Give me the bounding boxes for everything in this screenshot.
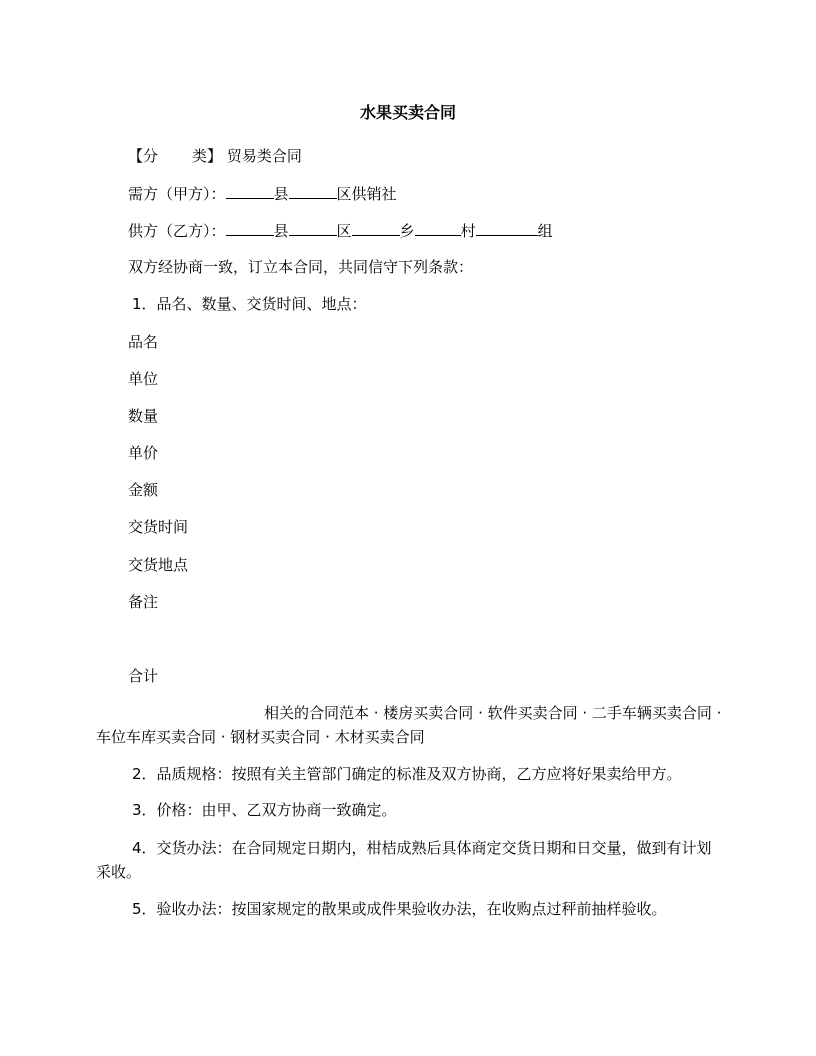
seller-group-text: 组 [537,222,553,240]
seller-group-blank [476,220,538,236]
seller-line [128,220,553,241]
category-label-left: 【分 [128,147,159,165]
field-unit: 单位 [128,370,159,388]
field-item-name: 品名 [128,333,159,351]
buyer-county-blank [226,183,274,199]
field-delivery-place: 交货地点 [128,556,189,574]
seller-label: 供方（乙方）： [128,222,226,240]
category-label-right: 类】 [192,147,223,165]
seller-village-text: 村 [460,222,476,240]
total-label: 合计 [128,667,159,685]
related-contracts: 相关的合同范本 · 楼房买卖合同 · 软件买卖合同 · 二手车辆买卖合同 · 车位车库买卖合同 · 钢材买卖合同 · 木材买卖合同 [96,704,722,746]
seller-township-text: 乡 [399,222,415,240]
clause-2: 2．品质规格：按照有关主管部门确定的标准及双方协商，乙方应将好果卖给甲方。 [132,765,682,783]
field-delivery-time: 交货时间 [128,518,189,536]
buyer-district-blank [289,183,337,199]
clause-5: 5．验收办法：按国家规定的散果或成件果验收办法，在收购点过秤前抽样验收。 [132,900,667,918]
category-value: 贸易类合同 [226,147,302,165]
buyer-label: 需方（甲方）： [128,185,226,203]
category-line [128,146,302,166]
clause-3: 3．价格：由甲、乙双方协商一致确定。 [132,801,397,819]
clause-4: 4．交货办法：在合同规定日期内，柑桔成熟后具体商定交货日期和日交量，做到有计划采收。 [96,839,712,881]
buyer-county-text: 县 [273,185,289,203]
field-quantity: 数量 [128,407,159,425]
seller-district-blank [289,220,337,236]
seller-township-blank [352,220,400,236]
seller-county-blank [226,220,274,236]
field-amount: 金额 [128,481,159,499]
intro-text: 双方经协商一致，订立本合同，共同信守下列条款： [128,258,474,276]
seller-county-text: 县 [273,222,289,240]
clause-1: 1．品名、数量、交货时间、地点： [132,295,367,313]
field-unit-price: 单价 [128,444,159,462]
seller-village-blank [415,220,461,236]
field-remarks: 备注 [128,593,159,611]
seller-district-text: 区 [336,222,352,240]
document-title: 水果买卖合同 [359,103,456,122]
buyer-coop-text: 区供销社 [336,185,397,203]
buyer-line [128,183,397,204]
